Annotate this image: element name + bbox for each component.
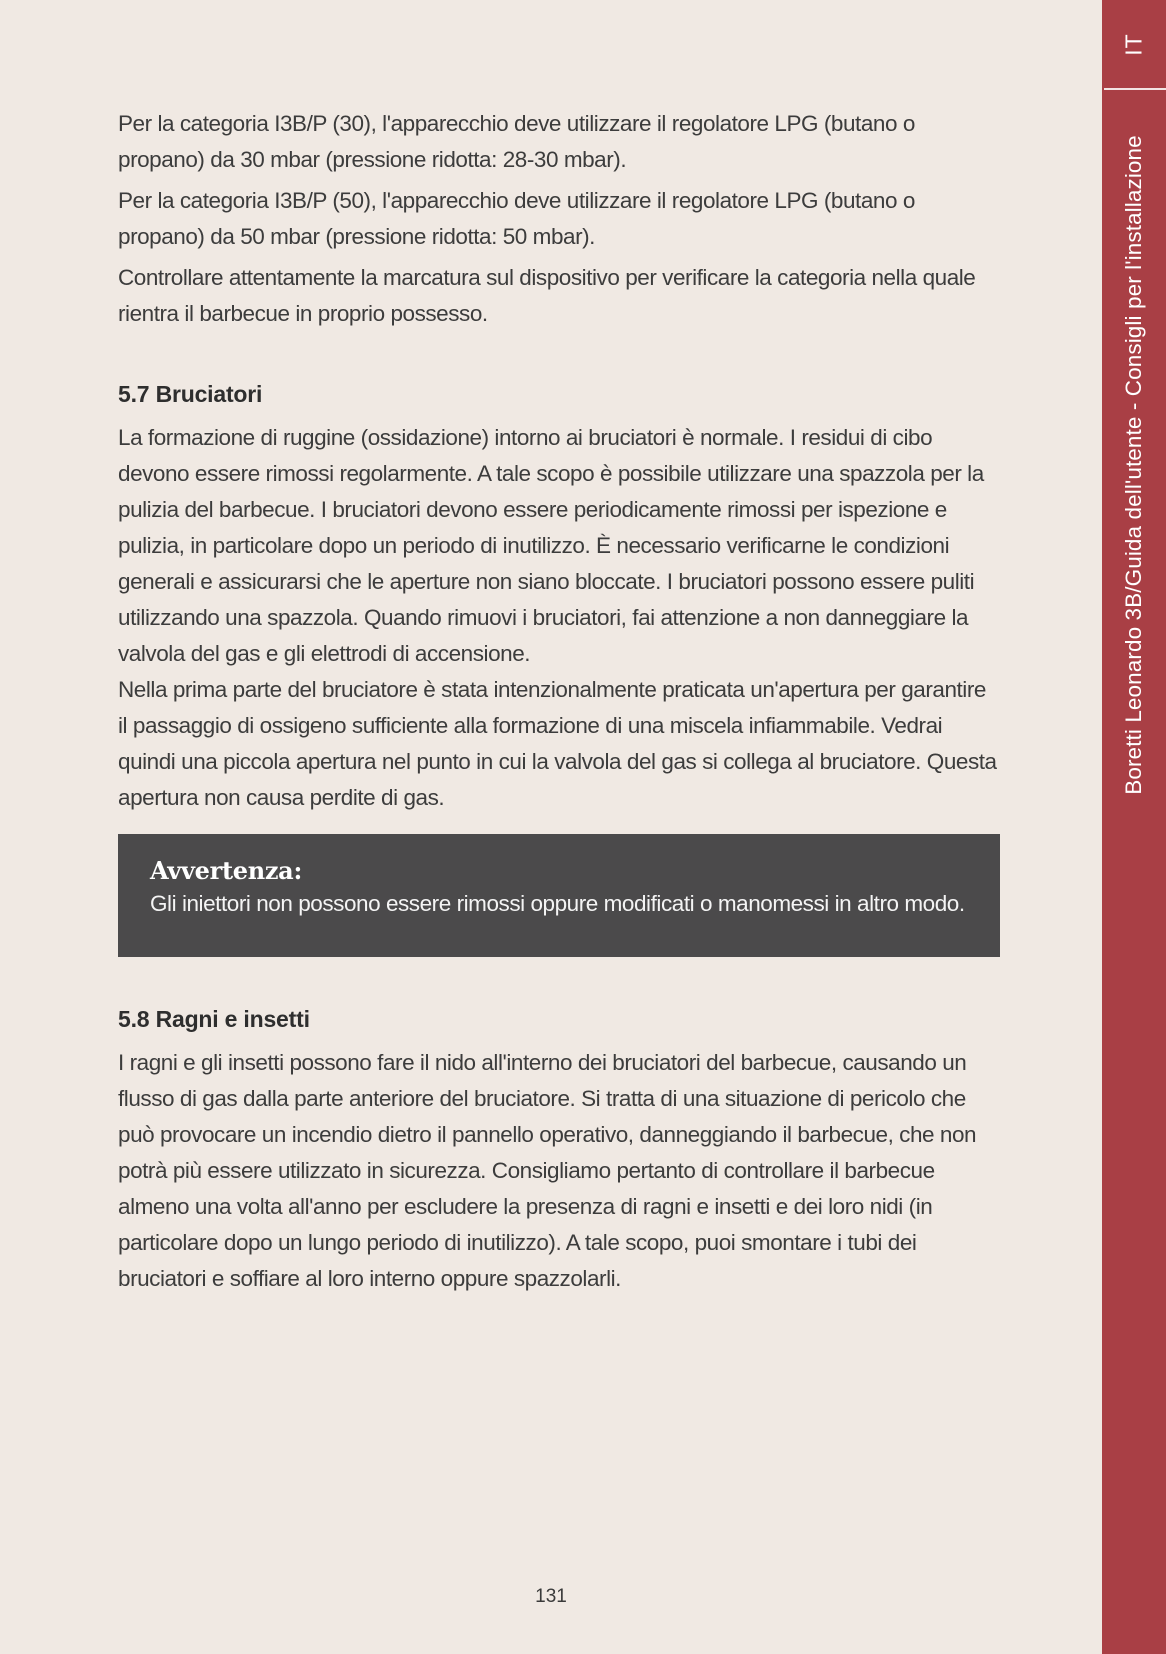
chapter-sidebar (1102, 0, 1166, 1654)
ragni-insetti-paragraph: I ragni e gli insetti possono fare il nido all'interno dei bruciatori del barbecue, causando un flusso di gas dalla parte anteriore del bruciatore. Si tratta di una situazione di pericolo che può provocare un incendio dietro il pannello operativo, danneggiando il barbecue, che non potrà più essere utilizzato in sicurezza. Consigliamo pertanto di controllare il barbecue almeno una volta all'anno per escludere la presenza di ragni e insetti e dei loro nidi (in particolare dopo un lungo periodo di inutilizzo). A tale scopo, puoi smontare i tubi dei bruciatori e soffiare al loro interno oppure spazzolarli. (118, 1050, 977, 1291)
category-50-paragraph: Per la categoria I3B/P (50), l'apparecchio deve utilizzare il regolatore LPG (butano o propano) da 50 mbar (pressione ridotta: 50 mbar). (118, 188, 915, 249)
bruciatori-paragraph-1: La formazione di ruggine (ossidazione) intorno ai bruciatori è normale. I residui di cibo devono essere rimossi regolarmente. A tale scopo è possibile utilizzare una spazzola per la pulizia del barbecue. I bruciatori devono essere periodicamente rimossi per ispezione e pulizia, in particolare dopo un periodo di inutilizzo. È necessario verificarne le condizioni generali e assicurarsi che le aperture non siano bloccate. I bruciatori possono essere puliti utilizzando una spazzola. Quando rimuovi i bruciatori, fai attenzione a non danneggiare la valvola del gas e gli elettrodi di accensione. (118, 425, 984, 666)
warning-title: Avvertenza: (150, 856, 302, 885)
section-title-bruciatori: 5.7 Bruciatori (118, 381, 263, 407)
sidebar-document-title: Boretti Leonardo 3B/Guida dell'utente - Consigli per l'installazione (1121, 135, 1146, 795)
section-title-ragni-insetti: 5.8 Ragni e insetti (118, 1006, 310, 1032)
sidebar-title-container (1102, 100, 1166, 830)
category-30-paragraph: Per la categoria I3B/P (30), l'apparecchio deve utilizzare il regolatore LPG (butano o propano) da 30 mbar (pressione ridotta: 28-30 mbar). (118, 111, 915, 172)
marking-check-paragraph: Controllare attentamente la marcatura sul dispositivo per verificare la categoria nella quale rientra il barbecue in proprio possesso. (118, 265, 976, 326)
page-number: 131 (535, 1586, 567, 1607)
warning-box (118, 834, 1000, 957)
warning-text: Gli iniettori non possono essere rimossi oppure modificati o manomessi in altro modo. (150, 891, 965, 916)
bruciatori-paragraph-2: Nella prima parte del bruciatore è stata intenzionalmente praticata un'apertura per garantire il passaggio di ossigeno sufficiente alla formazione di una miscela infiammabile. Vedrai quindi una piccola apertura nel punto in cui la valvola del gas si collega al bruciatore. Questa apertura non causa perdite di gas. (118, 677, 997, 810)
page-content (118, 106, 1000, 1302)
language-label: IT (1120, 32, 1147, 56)
sidebar-divider (1104, 88, 1166, 90)
language-tab (1102, 0, 1166, 88)
